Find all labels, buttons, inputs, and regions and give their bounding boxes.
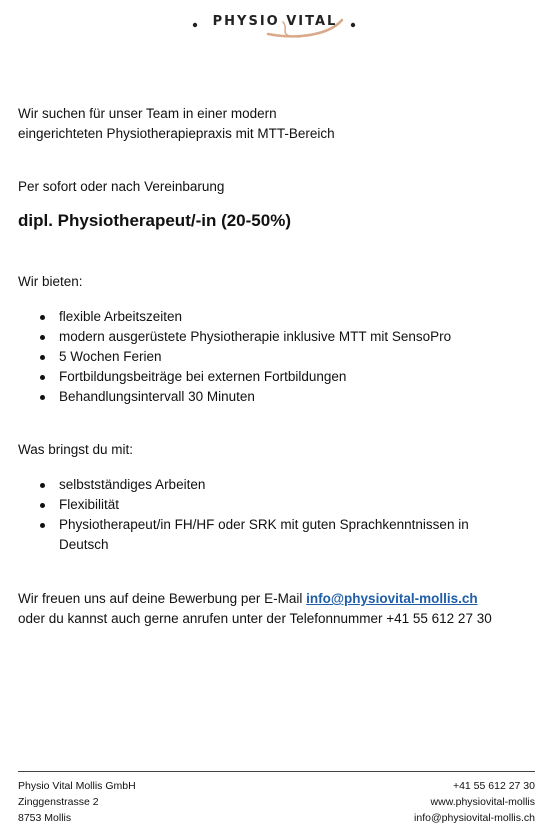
footer-street: Zinggenstrasse 2: [18, 796, 99, 808]
footer-email: info@physiovital-mollis.ch: [414, 812, 535, 824]
company-logo: [0, 6, 547, 46]
footer-contact: [414, 778, 535, 826]
availability-text: Per sofort oder nach Vereinbarung: [18, 179, 225, 194]
offer-heading: Wir bieten:: [18, 274, 83, 289]
list-item: Flexibilität: [18, 495, 538, 515]
list-item-continuation: Deutsch: [59, 537, 109, 552]
list-item: Physiotherapeut/in FH/HF oder SRK mit guten Sprachkenntnissen in: [18, 515, 538, 535]
closing-text: Wir freuen uns auf deine Bewerbung per E-Mail: [18, 591, 307, 606]
logo-text: PHYSIO VITAL: [212, 14, 338, 29]
footer-city: 8753 Mollis: [18, 812, 72, 824]
job-title: dipl. Physiotherapeut/-in (20-50%): [18, 211, 291, 230]
offer-list: [18, 307, 538, 407]
closing-line-2: oder du kannst auch gerne anrufen unter der Telefonnummer +41 55 612 27 30: [18, 611, 492, 626]
list-item: Behandlungsintervall 30 Minuten: [18, 387, 538, 407]
email-link[interactable]: info@physiovital-mollis.ch: [306, 591, 478, 606]
footer-company: Physio Vital Mollis GmbH: [18, 780, 136, 792]
requirements-heading: Was bringst du mit:: [18, 442, 134, 457]
list-item: selbstständiges Arbeiten: [18, 475, 538, 495]
footer-website: www.physiovital-mollis: [430, 796, 535, 808]
closing-line-1: [18, 589, 538, 609]
footer-address: [18, 778, 136, 826]
footer-divider: [18, 771, 535, 772]
intro-line-2: eingerichteten Physiotherapiepraxis mit MTT-Bereich: [18, 126, 335, 141]
list-item: modern ausgerüstete Physiotherapie inklusive MTT mit SensoPro: [18, 327, 538, 347]
list-item: 5 Wochen Ferien: [18, 347, 538, 367]
requirements-list: [18, 475, 538, 555]
footer-phone: +41 55 612 27 30: [452, 780, 535, 792]
job-ad-body: [18, 104, 538, 629]
list-item: Fortbildungsbeiträge bei externen Fortbildungen: [18, 367, 538, 387]
intro-line-1: Wir suchen für unser Team in einer modern: [18, 106, 277, 121]
list-item: flexible Arbeitszeiten: [18, 307, 538, 327]
